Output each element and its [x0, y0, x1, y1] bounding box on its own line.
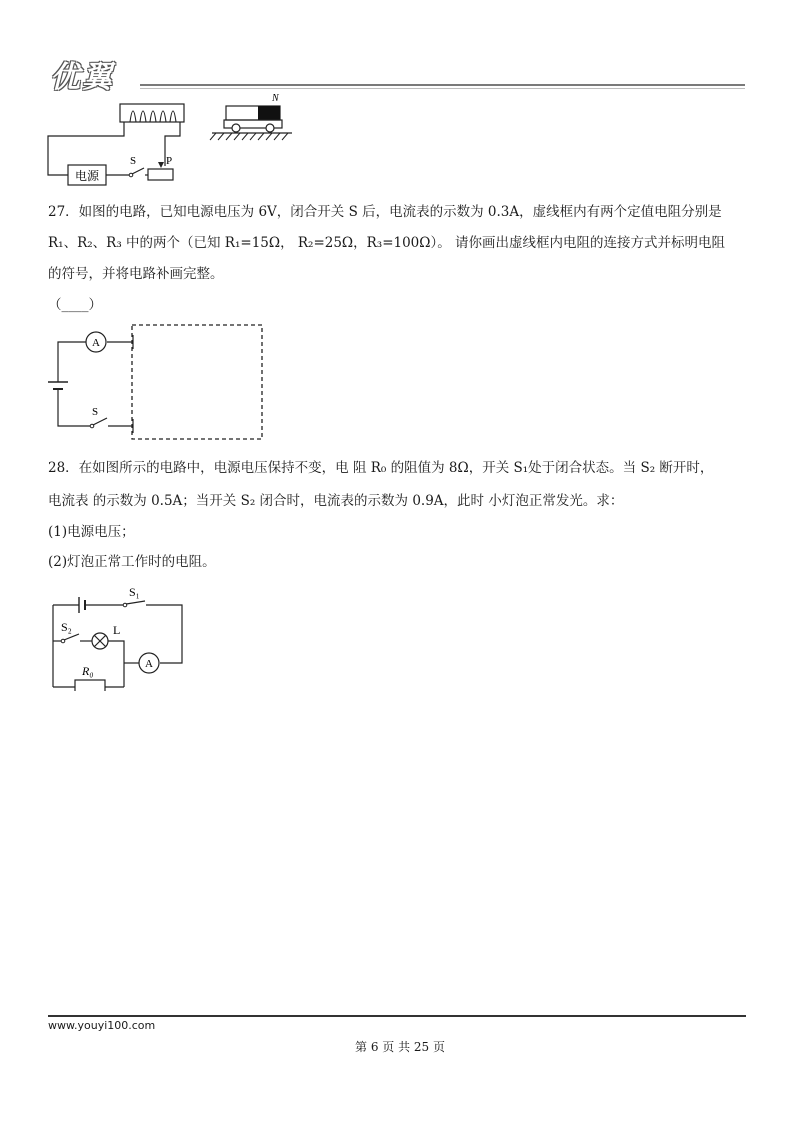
- youyi-logo: 优翼: [50, 60, 114, 95]
- magnet-north-half: [258, 106, 280, 120]
- resistor-r0: [75, 680, 105, 691]
- power-source-label: 电源: [74, 169, 100, 183]
- lamp-label: L: [113, 623, 121, 637]
- slider-label: P: [166, 155, 173, 167]
- q28-sub-1: (1)电源电压；: [48, 524, 135, 540]
- figure-q27-circuit: [45, 318, 275, 446]
- q28-line-2: 电流表 的示数为 0.5A；当开关 S₂ 闭合时，电流表的示数为 0.9A，此时 小灯泡正常发光。求：: [48, 493, 624, 509]
- q28-line-1: 28．在如图所示的电路中，电源电压保持不变，电 阻 R₀ 的阻值为 8Ω，开关 S₁处于闭合状态。当 S₂ 断开时，: [48, 460, 714, 476]
- dashed-box: [132, 325, 262, 439]
- magnet-pole-label: N: [272, 93, 279, 104]
- resistor-label: R₀: [82, 664, 94, 678]
- header-rule: [140, 84, 745, 86]
- switch-s: [93, 418, 107, 425]
- slider-arrow: [158, 162, 164, 168]
- switch-s2: [64, 634, 79, 640]
- switch-label: S: [130, 155, 137, 167]
- wire-left: [48, 122, 124, 175]
- ammeter-label: A: [145, 658, 153, 670]
- solenoid-coil: [130, 111, 176, 122]
- footer-rule: [48, 1015, 746, 1017]
- switch-s: [132, 168, 144, 174]
- figure-q28-circuit: [45, 583, 190, 691]
- switch-s1: [126, 601, 145, 604]
- ammeter-label: A: [92, 337, 100, 349]
- cart-wheel-left: [232, 124, 240, 132]
- page-number: 第 6 页 共 25 页: [355, 1040, 445, 1054]
- switch-s2-label: S₂: [61, 620, 72, 634]
- q27-line-3: 的符号，并将电路补画完整。: [48, 266, 224, 282]
- q27-answer-blank: （____）: [48, 297, 102, 313]
- switch-s1-label: S₁: [129, 585, 140, 599]
- q28-sub-2: (2)灯泡正常工作时的电阻。: [48, 554, 216, 570]
- ground-hatching: [210, 133, 288, 140]
- rheostat: [148, 169, 173, 180]
- footer-url: www.youyi100.com: [48, 1019, 156, 1032]
- q27-line-2: R₁、R₂、R₃ 中的两个（已知 R₁=15Ω， R₂=25Ω，R₃=100Ω）。 请你画出虚线框内电阻的连接方式并标明电阻: [48, 235, 726, 251]
- cart-wheel-right: [266, 124, 274, 132]
- q27-line-1: 27．如图的电路，已知电源电压为 6V，闭合开关 S 后，电流表的示数为 0.3A，虚线框内有两个定值电阻分别是: [48, 204, 722, 220]
- switch-label: S: [92, 406, 99, 418]
- figure-electromagnet-circuit: [40, 88, 300, 188]
